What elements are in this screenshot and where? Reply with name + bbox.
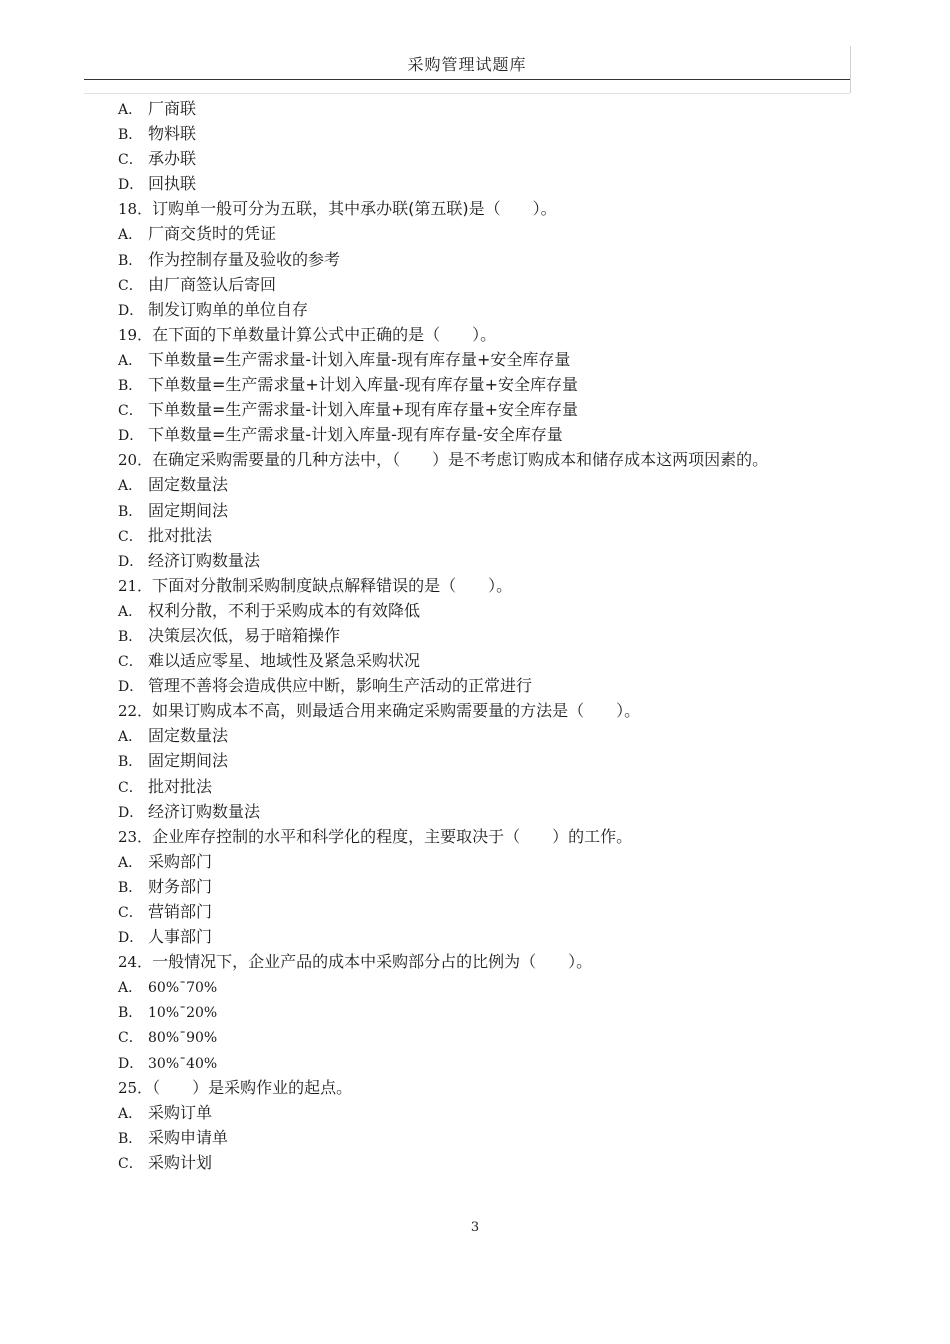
option-line — [118, 799, 848, 824]
option-line — [118, 397, 848, 422]
option-line — [118, 297, 848, 322]
option-text: 固定期间法 — [148, 751, 229, 771]
option-letter: A． — [118, 227, 143, 244]
option-letter: D． — [118, 177, 144, 194]
option-line — [118, 422, 848, 447]
option-text: 由厂商签认后寄回 — [148, 274, 277, 294]
option-line — [118, 1024, 848, 1049]
option-letter: C． — [118, 528, 143, 545]
option-letter: B． — [118, 1005, 143, 1022]
option-letter: C． — [118, 779, 143, 796]
option-line — [118, 372, 848, 397]
option-text: 采购部门 — [148, 851, 213, 871]
option-letter: D． — [118, 302, 144, 319]
header-corner-mark — [850, 46, 851, 93]
question-text: （ ）是采购作业的起点。 — [152, 1077, 353, 1097]
option-line — [118, 548, 848, 573]
option-letter: A． — [118, 980, 143, 997]
option-line — [118, 221, 848, 246]
option-letter: B． — [118, 628, 143, 645]
question-text: 一般情况下，企业产品的成本中采购部分占的比例为（ ）。 — [152, 952, 593, 972]
option-text: 管理不善将会造成供应中断，影响生产活动的正常进行 — [148, 676, 533, 696]
option-line — [118, 498, 848, 523]
question-number: 18． — [118, 200, 153, 219]
option-line — [118, 849, 848, 874]
header-rule-thin — [84, 93, 850, 94]
option-letter: A． — [118, 1105, 143, 1122]
page-number: 3 — [470, 1220, 480, 1235]
option-letter: D． — [118, 804, 144, 821]
option-text: 经济订购数量法 — [148, 801, 261, 821]
option-text: 难以适应零星、地域性及紧急采购状况 — [148, 651, 421, 671]
option-line — [118, 96, 848, 121]
question-text: 在下面的下单数量计算公式中正确的是（ ）。 — [152, 324, 497, 344]
option-text: 采购申请单 — [148, 1127, 229, 1147]
question-text: 在确定采购需要量的几种方法中，（ ）是不考虑订购成本和储存成本这两项因素的。 — [152, 450, 769, 470]
option-line — [118, 874, 848, 899]
question-line — [118, 447, 848, 472]
option-letter: D． — [118, 679, 144, 696]
option-text: 决策层次低，易于暗箱操作 — [148, 625, 341, 645]
question-line — [118, 949, 848, 974]
option-text: 权利分散，不利于采购成本的有效降低 — [148, 600, 421, 620]
option-letter: C． — [118, 654, 143, 671]
option-text: 固定期间法 — [148, 500, 229, 520]
question-line — [118, 322, 848, 347]
question-number: 24． — [118, 953, 153, 972]
option-letter: A． — [118, 854, 143, 871]
option-text: 固定数量法 — [148, 475, 229, 495]
option-line — [118, 648, 848, 673]
option-line — [118, 272, 848, 297]
option-letter: C． — [118, 1155, 143, 1172]
option-letter: A． — [118, 729, 143, 746]
option-text: 下单数量=生产需求量-计划入库量-现有库存量+安全库存量 — [148, 349, 571, 369]
option-line — [118, 121, 848, 146]
option-text: 60%¯70% — [148, 980, 218, 997]
question-number: 23． — [118, 827, 153, 846]
option-text: 回执联 — [148, 174, 197, 194]
option-text: 下单数量=生产需求量-计划入库量+现有库存量+安全库存量 — [148, 400, 578, 420]
option-letter: C． — [118, 403, 143, 420]
option-text: 承办联 — [148, 149, 197, 169]
option-letter: B． — [118, 879, 143, 896]
option-letter: C． — [118, 905, 143, 921]
question-number: 19． — [118, 325, 153, 344]
question-text: 订购单一般可分为五联，其中承办联(第五联)是（ ）。 — [152, 199, 557, 219]
option-line — [118, 974, 848, 999]
option-text: 人事部门 — [148, 927, 213, 947]
option-line — [118, 146, 848, 171]
option-line — [118, 1150, 848, 1175]
option-line — [118, 598, 848, 623]
option-text: 采购计划 — [148, 1152, 213, 1172]
option-letter: D． — [118, 428, 144, 445]
option-line — [118, 1100, 848, 1125]
question-list — [118, 96, 848, 1175]
option-letter: B． — [118, 127, 143, 144]
option-letter: C． — [118, 277, 143, 294]
option-text: 采购订单 — [148, 1102, 213, 1122]
option-text: 批对批法 — [148, 776, 213, 796]
question-text: 企业库存控制的水平和科学化的程度，主要取决于（ ）的工作。 — [152, 826, 633, 846]
option-line — [118, 899, 848, 924]
option-letter: C． — [118, 152, 143, 169]
option-text: 营销部门 — [148, 902, 213, 921]
option-text: 10%¯20% — [148, 1005, 218, 1022]
option-text: 财务部门 — [148, 876, 213, 896]
question-line — [118, 196, 848, 221]
question-line — [118, 573, 848, 598]
question-number: 25． — [118, 1078, 153, 1097]
question-text: 如果订购成本不高，则最适合用来确定采购需要量的方法是（ ）。 — [152, 701, 641, 721]
option-line — [118, 523, 848, 548]
option-text: 批对批法 — [148, 525, 213, 545]
option-text: 作为控制存量及验收的参考 — [148, 249, 341, 269]
option-text: 厂商联 — [148, 99, 197, 118]
question-number: 21． — [118, 576, 153, 595]
question-line — [118, 1075, 848, 1100]
option-line — [118, 247, 848, 272]
question-number: 22． — [118, 702, 153, 721]
option-text: 30%¯40% — [148, 1055, 218, 1072]
question-line — [118, 824, 848, 849]
option-line — [118, 623, 848, 648]
option-line — [118, 774, 848, 799]
option-text: 下单数量=生产需求量-计划入库量-现有库存量-安全库存量 — [148, 425, 563, 445]
header-rule — [84, 79, 850, 80]
question-text: 下面对分散制采购制度缺点解释错误的是（ ）。 — [152, 575, 513, 595]
option-letter: A． — [118, 478, 143, 495]
option-letter: A． — [118, 603, 143, 620]
option-line — [118, 723, 848, 748]
option-letter: D． — [118, 553, 144, 570]
option-letter: D． — [118, 930, 144, 947]
option-text: 80%¯90% — [148, 1030, 218, 1047]
option-text: 固定数量法 — [148, 726, 229, 746]
option-text: 物料联 — [148, 124, 197, 144]
option-line — [118, 472, 848, 497]
option-letter: D． — [118, 1055, 144, 1072]
option-letter: B． — [118, 1130, 143, 1147]
option-letter: A． — [118, 352, 143, 369]
option-line — [118, 1125, 848, 1150]
option-line — [118, 999, 848, 1024]
option-line — [118, 748, 848, 773]
option-line — [118, 171, 848, 196]
option-line — [118, 1050, 848, 1075]
option-letter: B． — [118, 754, 143, 771]
option-letter: B． — [118, 378, 143, 395]
option-line — [118, 347, 848, 372]
question-line — [118, 698, 848, 723]
option-text: 下单数量=生产需求量+计划入库量-现有库存量+安全库存量 — [148, 375, 578, 395]
option-letter: C． — [118, 1030, 143, 1047]
question-number: 20． — [118, 451, 153, 470]
page-header-title: 采购管理试题库 — [407, 55, 527, 74]
option-line — [118, 924, 848, 949]
option-letter: B． — [118, 252, 143, 269]
option-letter: B． — [118, 503, 143, 520]
option-line — [118, 673, 848, 698]
option-text: 制发订购单的单位自存 — [148, 299, 309, 319]
option-text: 厂商交货时的凭证 — [148, 224, 277, 244]
option-letter: A． — [118, 102, 143, 118]
option-text: 经济订购数量法 — [148, 550, 261, 570]
